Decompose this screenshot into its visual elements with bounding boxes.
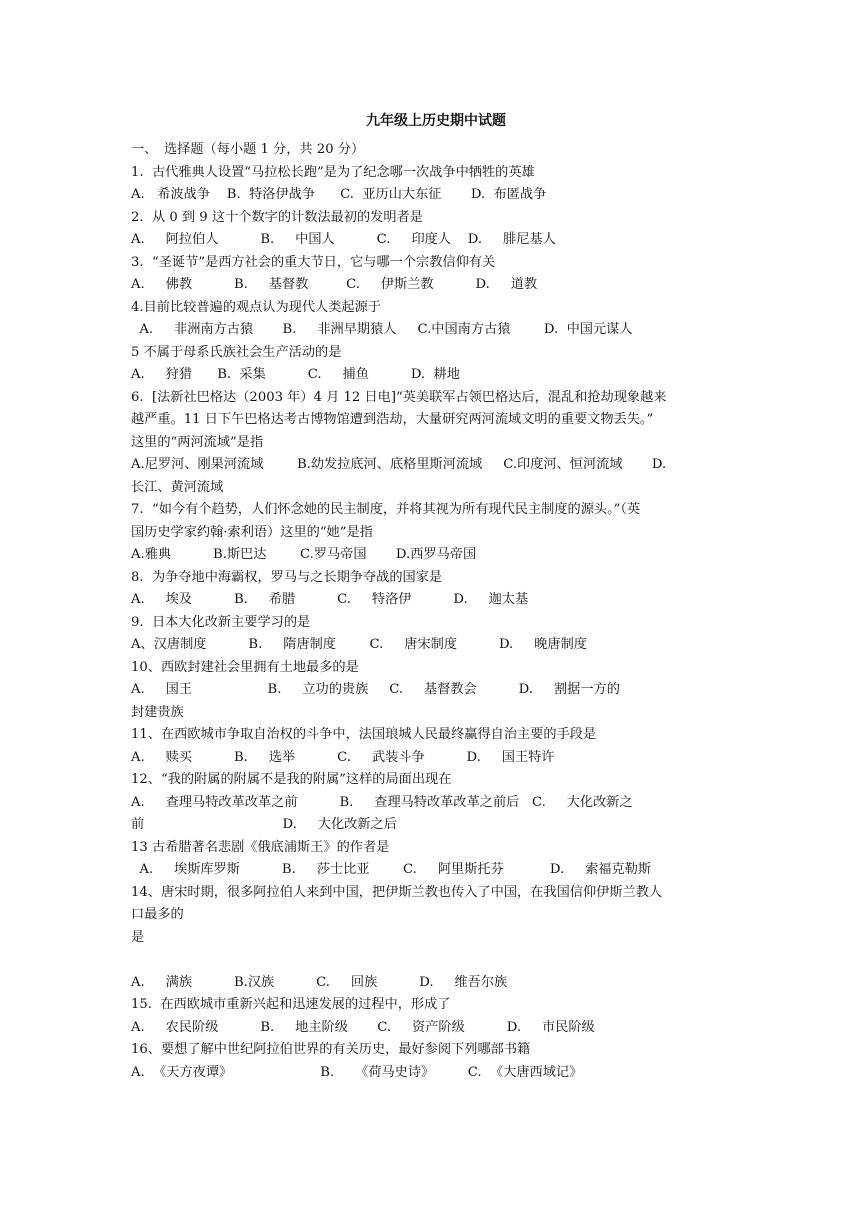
question-line: 13 古希腊著名悲剧《俄底浦斯王》的作者是 <box>131 839 390 855</box>
question-line: 12、“我的附属的附属不是我的附属”这样的局面出现在 <box>131 772 452 787</box>
question-line: A. 佛教 B. 基督教 C. 伊斯兰教 D. 道教 <box>131 277 538 292</box>
question-line: 9. 日本大化改新主要学习的是 <box>131 614 311 630</box>
question-line: A. 查理马特改革改革之前 B. 查理马特改革改革之前后 C. 大化改新之 <box>131 794 633 810</box>
question-line: 前 D. 大化改新之后 <box>131 817 397 832</box>
question-line: 4.目前比较普遍的观点认为现代人类起源于 <box>131 299 381 315</box>
question-line: A. 满族 B.汉族 C. 回族 D. 维吾尔族 <box>131 974 508 990</box>
question-line: A. 埃斯库罗斯 B. 莎士比亚 C. 阿里斯托芬 D. 索福克勒斯 <box>131 862 652 877</box>
question-line: 国历史学家约翰·索利语）这里的“她”是指 <box>131 524 373 540</box>
question-line: 15. 在西欧城市重新兴起和迅速发展的过程中，形成了 <box>131 997 451 1012</box>
question-line: 2. 从 0 到 9 这十个数字的计数法最初的发明者是 <box>131 209 423 225</box>
question-line: A.雅典 B.斯巴达 C.罗马帝国 D.西罗马帝国 <box>131 547 477 562</box>
question-line: 14、唐宋时期，很多阿拉伯人来到中国，把伊斯兰教也传入了中国，在我国信仰伊斯兰教人 <box>131 884 663 900</box>
question-line: A. 《天方夜谭》 B. 《荷马史诗》 C. 《大唐西域记》 <box>131 1064 583 1080</box>
question-line: 口最多的 <box>131 907 184 922</box>
question-line: 8. 为争夺地中海霸权，罗马与之长期争夺战的国家是 <box>131 569 443 585</box>
page-title: 九年级上历史期中试题 <box>366 113 506 129</box>
question-line: 1. 古代雅典人设置“马拉松长跑”是为了纪念哪一次战争中牺牲的英雄 <box>131 164 535 180</box>
question-line: A.尼罗河、刚果河流域 B.幼发拉底河、底格里斯河流域 C.印度河、恒河流域 D. <box>131 457 667 472</box>
question-line: A. 国王 B. 立功的贵族 C. 基督教会 D. 割据一方的 <box>131 682 620 697</box>
question-line: 7. “如今有个趋势，人们怀念她的民主制度，并将其视为所有现代民主制度的源头。”（英 <box>131 502 641 517</box>
question-line: 16、要想了解中世纪阿拉伯世界的有关历史，最好参阅下列哪部书籍 <box>131 1042 531 1057</box>
question-line: A. 希波战争 B. 特洛伊战争 C. 亚历山大东征 D. 布匿战争 <box>131 187 547 202</box>
question-line: 这里的“两河流域”是指 <box>131 434 264 450</box>
question-line: 封建贵族 <box>131 704 184 720</box>
question-line <box>131 949 741 972</box>
question-line: 10、西欧封建社会里拥有土地最多的是 <box>131 659 359 675</box>
section-heading: 一、 选择题（每小题 1 分，共 20 分） <box>131 142 365 157</box>
question-line: 3. “圣诞节”是西方社会的重大节日，它与哪一个宗教信仰有关 <box>131 254 496 270</box>
question-line: A. 埃及 B. 希腊 C. 特洛伊 D. 迦太基 <box>131 592 529 607</box>
question-line: A. 阿拉伯人 B. 中国人 C. 印度人 D. 腓尼基人 <box>131 232 556 247</box>
question-line: 5 不属于母系氏族社会生产活动的是 <box>131 344 342 360</box>
question-line: 越严重。11 日下午巴格达考古博物馆遭到浩劫，大量研究两河流域文明的重要文物丢失。” <box>131 412 654 427</box>
question-line: A、汉唐制度 B. 隋唐制度 C. 唐宋制度 D. 晚唐制度 <box>131 637 587 652</box>
exam-page <box>131 110 741 1084</box>
question-line: 11、在西欧城市争取自治权的斗争中，法国琅城人民最终赢得自治主要的手段是 <box>131 727 597 742</box>
question-line: A. 农民阶级 B. 地主阶级 C. 资产阶级 D. 市民阶级 <box>131 1019 595 1035</box>
question-line: A. 狩猎 B. 采集 C. 捕鱼 D. 耕地 <box>131 367 460 382</box>
question-line: A. 非洲南方古猿 B. 非洲早期猿人 C.中国南方古猿 D. 中国元谋人 <box>131 322 633 337</box>
question-line: 是 <box>131 929 145 945</box>
question-list <box>131 162 741 1085</box>
question-line: 6. [法新社巴格达（2003 年）4 月 12 日电]“英美联军占领巴格达后，混乱和抢劫现象越来 <box>131 389 667 405</box>
question-line: A. 赎买 B. 选举 C. 武装斗争 D. 国王特许 <box>131 749 555 765</box>
question-line: 长江、黄河流域 <box>131 479 224 495</box>
